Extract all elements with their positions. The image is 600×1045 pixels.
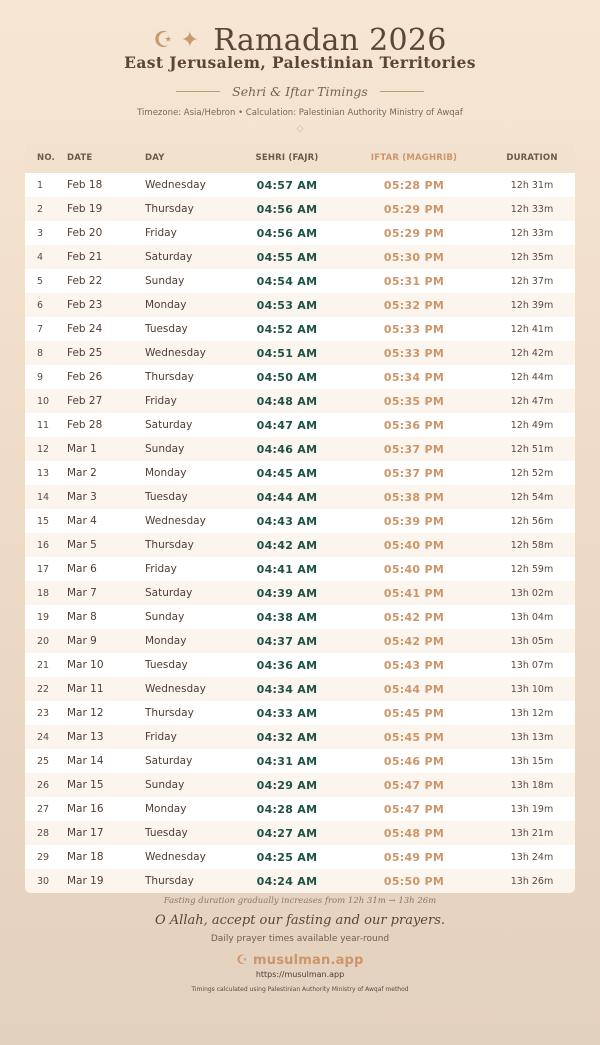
cell-date: Feb 24 bbox=[67, 323, 103, 335]
cell-duration: 13h 18m bbox=[510, 779, 554, 791]
cell-iftar-time: 05:40 PM bbox=[383, 562, 445, 576]
cell-duration: 12h 51m bbox=[510, 443, 554, 455]
cell-no: 4 bbox=[37, 251, 44, 263]
table-row bbox=[25, 797, 575, 821]
cell-duration: 12h 52m bbox=[510, 467, 554, 479]
divider-left bbox=[176, 91, 220, 92]
divider-right bbox=[380, 91, 424, 92]
cell-no: 27 bbox=[37, 803, 50, 815]
cell-no: 17 bbox=[37, 563, 50, 575]
cell-no: 12 bbox=[37, 443, 50, 455]
table-row bbox=[25, 173, 575, 197]
cell-day: Tuesday bbox=[145, 491, 188, 503]
cell-no: 9 bbox=[37, 371, 44, 383]
cell-no: 7 bbox=[37, 323, 44, 335]
cell-duration: 13h 02m bbox=[510, 587, 554, 599]
cell-day: Thursday bbox=[145, 875, 194, 887]
cell-sehri-time: 04:50 AM bbox=[256, 370, 318, 384]
cell-day: Wednesday bbox=[145, 683, 206, 695]
brand-name: musulman.app bbox=[253, 953, 364, 968]
cell-date: Mar 16 bbox=[67, 803, 104, 815]
cell-iftar-time: 05:31 PM bbox=[383, 274, 445, 288]
cell-date: Mar 9 bbox=[67, 635, 97, 647]
cell-day: Friday bbox=[145, 227, 177, 239]
table-row bbox=[25, 605, 575, 629]
cell-sehri-time: 04:52 AM bbox=[256, 322, 318, 336]
cell-no: 10 bbox=[37, 395, 50, 407]
cell-date: Feb 23 bbox=[67, 299, 103, 311]
table-row bbox=[25, 557, 575, 581]
cell-sehri-time: 04:31 AM bbox=[256, 754, 318, 768]
cell-no: 20 bbox=[37, 635, 50, 647]
cell-date: Mar 19 bbox=[67, 875, 104, 887]
cell-date: Mar 18 bbox=[67, 851, 104, 863]
cell-no: 29 bbox=[37, 851, 50, 863]
cell-day: Monday bbox=[145, 299, 187, 311]
table-row bbox=[25, 845, 575, 869]
cell-day: Sunday bbox=[145, 443, 185, 455]
cell-duration: 12h 54m bbox=[510, 491, 554, 503]
cell-date: Feb 27 bbox=[67, 395, 103, 407]
location-title: East Jerusalem, Palestinian Territories bbox=[124, 53, 476, 72]
cell-sehri-time: 04:25 AM bbox=[256, 850, 318, 864]
table-row bbox=[25, 461, 575, 485]
cell-iftar-time: 05:34 PM bbox=[383, 370, 445, 384]
subtitle-row bbox=[0, 81, 600, 101]
cell-iftar-time: 05:29 PM bbox=[383, 202, 445, 216]
table-row bbox=[25, 293, 575, 317]
cell-day: Friday bbox=[145, 731, 177, 743]
cell-day: Thursday bbox=[145, 707, 194, 719]
page-header bbox=[0, 0, 600, 134]
cell-iftar-time: 05:30 PM bbox=[383, 250, 445, 264]
cell-iftar-time: 05:47 PM bbox=[383, 778, 445, 792]
table-body bbox=[25, 173, 575, 893]
cell-date: Mar 15 bbox=[67, 779, 104, 791]
cell-duration: 13h 19m bbox=[510, 803, 554, 815]
cell-no: 19 bbox=[37, 611, 50, 623]
cell-duration: 12h 47m bbox=[510, 395, 554, 407]
cell-no: 23 bbox=[37, 707, 50, 719]
cell-sehri-time: 04:48 AM bbox=[256, 394, 318, 408]
cell-date: Feb 25 bbox=[67, 347, 103, 359]
cell-duration: 13h 26m bbox=[510, 875, 554, 887]
cell-date: Mar 5 bbox=[67, 539, 97, 551]
cell-sehri-time: 04:34 AM bbox=[256, 682, 318, 696]
cell-duration: 12h 58m bbox=[510, 539, 554, 551]
cell-no: 6 bbox=[37, 299, 44, 311]
cell-sehri-time: 04:56 AM bbox=[256, 202, 318, 216]
table-row bbox=[25, 869, 575, 893]
cell-iftar-time: 05:36 PM bbox=[383, 418, 445, 432]
table-row bbox=[25, 269, 575, 293]
table-row bbox=[25, 437, 575, 461]
cell-date: Feb 22 bbox=[67, 275, 103, 287]
cell-no: 13 bbox=[37, 467, 50, 479]
cell-duration: 13h 21m bbox=[510, 827, 554, 839]
cell-iftar-time: 05:37 PM bbox=[383, 466, 445, 480]
cell-iftar-time: 05:35 PM bbox=[383, 394, 445, 408]
cell-iftar-time: 05:32 PM bbox=[383, 298, 445, 312]
cell-day: Sunday bbox=[145, 275, 185, 287]
cell-date: Feb 18 bbox=[67, 179, 103, 191]
cell-day: Monday bbox=[145, 467, 187, 479]
cell-iftar-time: 05:44 PM bbox=[383, 682, 445, 696]
cell-iftar-time: 05:49 PM bbox=[383, 850, 445, 864]
column-header-day: DAY bbox=[145, 153, 165, 163]
cell-duration: 12h 59m bbox=[510, 563, 554, 575]
cell-no: 22 bbox=[37, 683, 50, 695]
cell-sehri-time: 04:53 AM bbox=[256, 298, 318, 312]
cell-sehri-time: 04:24 AM bbox=[256, 874, 318, 888]
table-row bbox=[25, 245, 575, 269]
cell-day: Thursday bbox=[145, 371, 194, 383]
table-row bbox=[25, 629, 575, 653]
cell-iftar-time: 05:50 PM bbox=[383, 874, 445, 888]
table-row bbox=[25, 509, 575, 533]
cell-date: Feb 21 bbox=[67, 251, 103, 263]
table-row bbox=[25, 197, 575, 221]
table-row bbox=[25, 581, 575, 605]
cell-duration: 13h 05m bbox=[510, 635, 554, 647]
cell-no: 18 bbox=[37, 587, 50, 599]
cell-iftar-time: 05:45 PM bbox=[383, 730, 445, 744]
cell-duration: 12h 35m bbox=[510, 251, 554, 263]
cell-iftar-time: 05:33 PM bbox=[383, 322, 445, 336]
table-row bbox=[25, 821, 575, 845]
cell-sehri-time: 04:39 AM bbox=[256, 586, 318, 600]
cell-sehri-time: 04:36 AM bbox=[256, 658, 318, 672]
cell-date: Feb 26 bbox=[67, 371, 103, 383]
cell-iftar-time: 05:38 PM bbox=[383, 490, 445, 504]
cell-duration: 13h 04m bbox=[510, 611, 554, 623]
cell-sehri-time: 04:28 AM bbox=[256, 802, 318, 816]
cell-iftar-time: 05:48 PM bbox=[383, 826, 445, 840]
table-row bbox=[25, 533, 575, 557]
duration-note: Fasting duration gradually increases from 12h 31m → 13h 26m bbox=[163, 896, 437, 906]
cell-no: 5 bbox=[37, 275, 44, 287]
cell-day: Wednesday bbox=[145, 851, 206, 863]
cell-iftar-time: 05:42 PM bbox=[383, 610, 445, 624]
table-row bbox=[25, 653, 575, 677]
cell-no: 2 bbox=[37, 203, 44, 215]
cell-date: Feb 28 bbox=[67, 419, 103, 431]
cell-day: Tuesday bbox=[145, 659, 188, 671]
cell-duration: 13h 07m bbox=[510, 659, 554, 671]
table-row bbox=[25, 413, 575, 437]
cell-duration: 12h 56m bbox=[510, 515, 554, 527]
cell-sehri-time: 04:27 AM bbox=[256, 826, 318, 840]
cell-iftar-time: 05:41 PM bbox=[383, 586, 445, 600]
cell-date: Mar 10 bbox=[67, 659, 104, 671]
cell-no: 30 bbox=[37, 875, 50, 887]
cell-iftar-time: 05:33 PM bbox=[383, 346, 445, 360]
cell-date: Mar 14 bbox=[67, 755, 104, 767]
table-row bbox=[25, 389, 575, 413]
cell-sehri-time: 04:56 AM bbox=[256, 226, 318, 240]
cell-sehri-time: 04:46 AM bbox=[256, 442, 318, 456]
cell-iftar-time: 05:39 PM bbox=[383, 514, 445, 528]
cell-no: 15 bbox=[37, 515, 50, 527]
cell-iftar-time: 05:37 PM bbox=[383, 442, 445, 456]
cell-day: Monday bbox=[145, 803, 187, 815]
cell-no: 16 bbox=[37, 539, 50, 551]
table-row bbox=[25, 341, 575, 365]
table-row bbox=[25, 749, 575, 773]
cell-day: Wednesday bbox=[145, 347, 206, 359]
cell-duration: 12h 41m bbox=[510, 323, 554, 335]
column-header-sehri: SEHRI (FAJR) bbox=[255, 153, 319, 163]
cell-duration: 12h 33m bbox=[510, 203, 554, 215]
cell-duration: 12h 39m bbox=[510, 299, 554, 311]
cell-day: Wednesday bbox=[145, 179, 206, 191]
cell-date: Mar 8 bbox=[67, 611, 97, 623]
cell-date: Mar 3 bbox=[67, 491, 97, 503]
cell-day: Monday bbox=[145, 635, 187, 647]
cell-sehri-time: 04:33 AM bbox=[256, 706, 318, 720]
cell-no: 3 bbox=[37, 227, 44, 239]
crescent-star-icon: ☪ ✦ bbox=[153, 28, 200, 53]
cell-date: Mar 13 bbox=[67, 731, 104, 743]
cell-day: Saturday bbox=[145, 587, 193, 599]
cell-date: Mar 7 bbox=[67, 587, 97, 599]
cell-date: Mar 12 bbox=[67, 707, 104, 719]
table-row bbox=[25, 485, 575, 509]
cell-date: Mar 6 bbox=[67, 563, 97, 575]
cell-sehri-time: 04:43 AM bbox=[256, 514, 318, 528]
page-title: Ramadan 2026 bbox=[213, 23, 447, 58]
cell-day: Saturday bbox=[145, 755, 193, 767]
table-header-row bbox=[25, 143, 575, 173]
cell-no: 26 bbox=[37, 779, 50, 791]
cell-day: Thursday bbox=[145, 203, 194, 215]
cell-iftar-time: 05:42 PM bbox=[383, 634, 445, 648]
cell-sehri-time: 04:41 AM bbox=[256, 562, 318, 576]
cell-iftar-time: 05:28 PM bbox=[383, 178, 445, 192]
table-row bbox=[25, 677, 575, 701]
brand-url[interactable]: https://musulman.app bbox=[255, 970, 345, 979]
cell-no: 14 bbox=[37, 491, 50, 503]
crescent-icon: ☪ bbox=[236, 953, 249, 968]
table-row bbox=[25, 317, 575, 341]
column-header-duration: DURATION bbox=[506, 153, 558, 163]
cell-iftar-time: 05:43 PM bbox=[383, 658, 445, 672]
cell-date: Feb 20 bbox=[67, 227, 103, 239]
column-header-date: DATE bbox=[67, 153, 93, 163]
cell-duration: 13h 15m bbox=[510, 755, 554, 767]
dua-text: O Allah, accept our fasting and our prayers. bbox=[154, 913, 446, 928]
cell-iftar-time: 05:45 PM bbox=[383, 706, 445, 720]
cell-day: Tuesday bbox=[145, 323, 188, 335]
table-row bbox=[25, 701, 575, 725]
cell-sehri-time: 04:32 AM bbox=[256, 730, 318, 744]
cell-day: Saturday bbox=[145, 251, 193, 263]
cell-sehri-time: 04:55 AM bbox=[256, 250, 318, 264]
cell-no: 21 bbox=[37, 659, 50, 671]
cell-no: 25 bbox=[37, 755, 50, 767]
cell-duration: 12h 37m bbox=[510, 275, 554, 287]
cell-sehri-time: 04:37 AM bbox=[256, 634, 318, 648]
table-row bbox=[25, 221, 575, 245]
timezone-calculation-info: Timezone: Asia/Hebron • Calculation: Palestinian Authority Ministry of Awqaf bbox=[137, 108, 463, 118]
cell-sehri-time: 04:54 AM bbox=[256, 274, 318, 288]
cell-duration: 13h 10m bbox=[510, 683, 554, 695]
brand-logo bbox=[0, 953, 600, 969]
cell-duration: 12h 44m bbox=[510, 371, 554, 383]
column-header-iftar: IFTAR (MAGHRIB) bbox=[370, 153, 458, 163]
cell-no: 1 bbox=[37, 179, 44, 191]
cell-sehri-time: 04:47 AM bbox=[256, 418, 318, 432]
cell-date: Feb 19 bbox=[67, 203, 103, 215]
cell-iftar-time: 05:29 PM bbox=[383, 226, 445, 240]
cell-date: Mar 2 bbox=[67, 467, 97, 479]
cell-day: Thursday bbox=[145, 539, 194, 551]
cell-no: 28 bbox=[37, 827, 50, 839]
cell-duration: 12h 49m bbox=[510, 419, 554, 431]
cell-no: 8 bbox=[37, 347, 44, 359]
table-row bbox=[25, 725, 575, 749]
cell-duration: 12h 31m bbox=[510, 179, 554, 191]
cell-sehri-time: 04:45 AM bbox=[256, 466, 318, 480]
cell-duration: 13h 24m bbox=[510, 851, 554, 863]
cell-date: Mar 4 bbox=[67, 515, 97, 527]
cell-iftar-time: 05:40 PM bbox=[383, 538, 445, 552]
cell-sehri-time: 04:29 AM bbox=[256, 778, 318, 792]
cell-day: Tuesday bbox=[145, 827, 188, 839]
cell-iftar-time: 05:47 PM bbox=[383, 802, 445, 816]
cell-date: Mar 17 bbox=[67, 827, 104, 839]
cell-sehri-time: 04:42 AM bbox=[256, 538, 318, 552]
cell-sehri-time: 04:44 AM bbox=[256, 490, 318, 504]
cell-day: Friday bbox=[145, 395, 177, 407]
cell-sehri-time: 04:51 AM bbox=[256, 346, 318, 360]
table-row bbox=[25, 365, 575, 389]
cell-date: Mar 11 bbox=[67, 683, 104, 695]
cell-duration: 12h 33m bbox=[510, 227, 554, 239]
cell-day: Saturday bbox=[145, 419, 193, 431]
cell-iftar-time: 05:46 PM bbox=[383, 754, 445, 768]
cell-duration: 13h 12m bbox=[510, 707, 554, 719]
cell-day: Friday bbox=[145, 563, 177, 575]
timings-table bbox=[25, 143, 575, 893]
daily-times-note: Daily prayer times available year-round bbox=[210, 934, 390, 944]
cell-duration: 13h 13m bbox=[510, 731, 554, 743]
cell-sehri-time: 04:57 AM bbox=[256, 178, 318, 192]
column-header-no: NO. bbox=[37, 153, 55, 163]
cell-day: Sunday bbox=[145, 779, 185, 791]
cell-no: 24 bbox=[37, 731, 50, 743]
cell-sehri-time: 04:38 AM bbox=[256, 610, 318, 624]
cell-day: Sunday bbox=[145, 611, 185, 623]
cell-date: Mar 1 bbox=[67, 443, 97, 455]
cell-day: Wednesday bbox=[145, 515, 206, 527]
cell-duration: 12h 42m bbox=[510, 347, 554, 359]
subtitle: Sehri & Iftar Timings bbox=[232, 83, 368, 99]
diamond-icon: ◇ bbox=[296, 124, 304, 134]
table-row bbox=[25, 773, 575, 797]
cell-no: 11 bbox=[37, 419, 50, 431]
calculation-note: Timings calculated using Palestinian Authority Ministry of Awqaf method bbox=[191, 986, 409, 993]
page-footer bbox=[0, 894, 600, 994]
